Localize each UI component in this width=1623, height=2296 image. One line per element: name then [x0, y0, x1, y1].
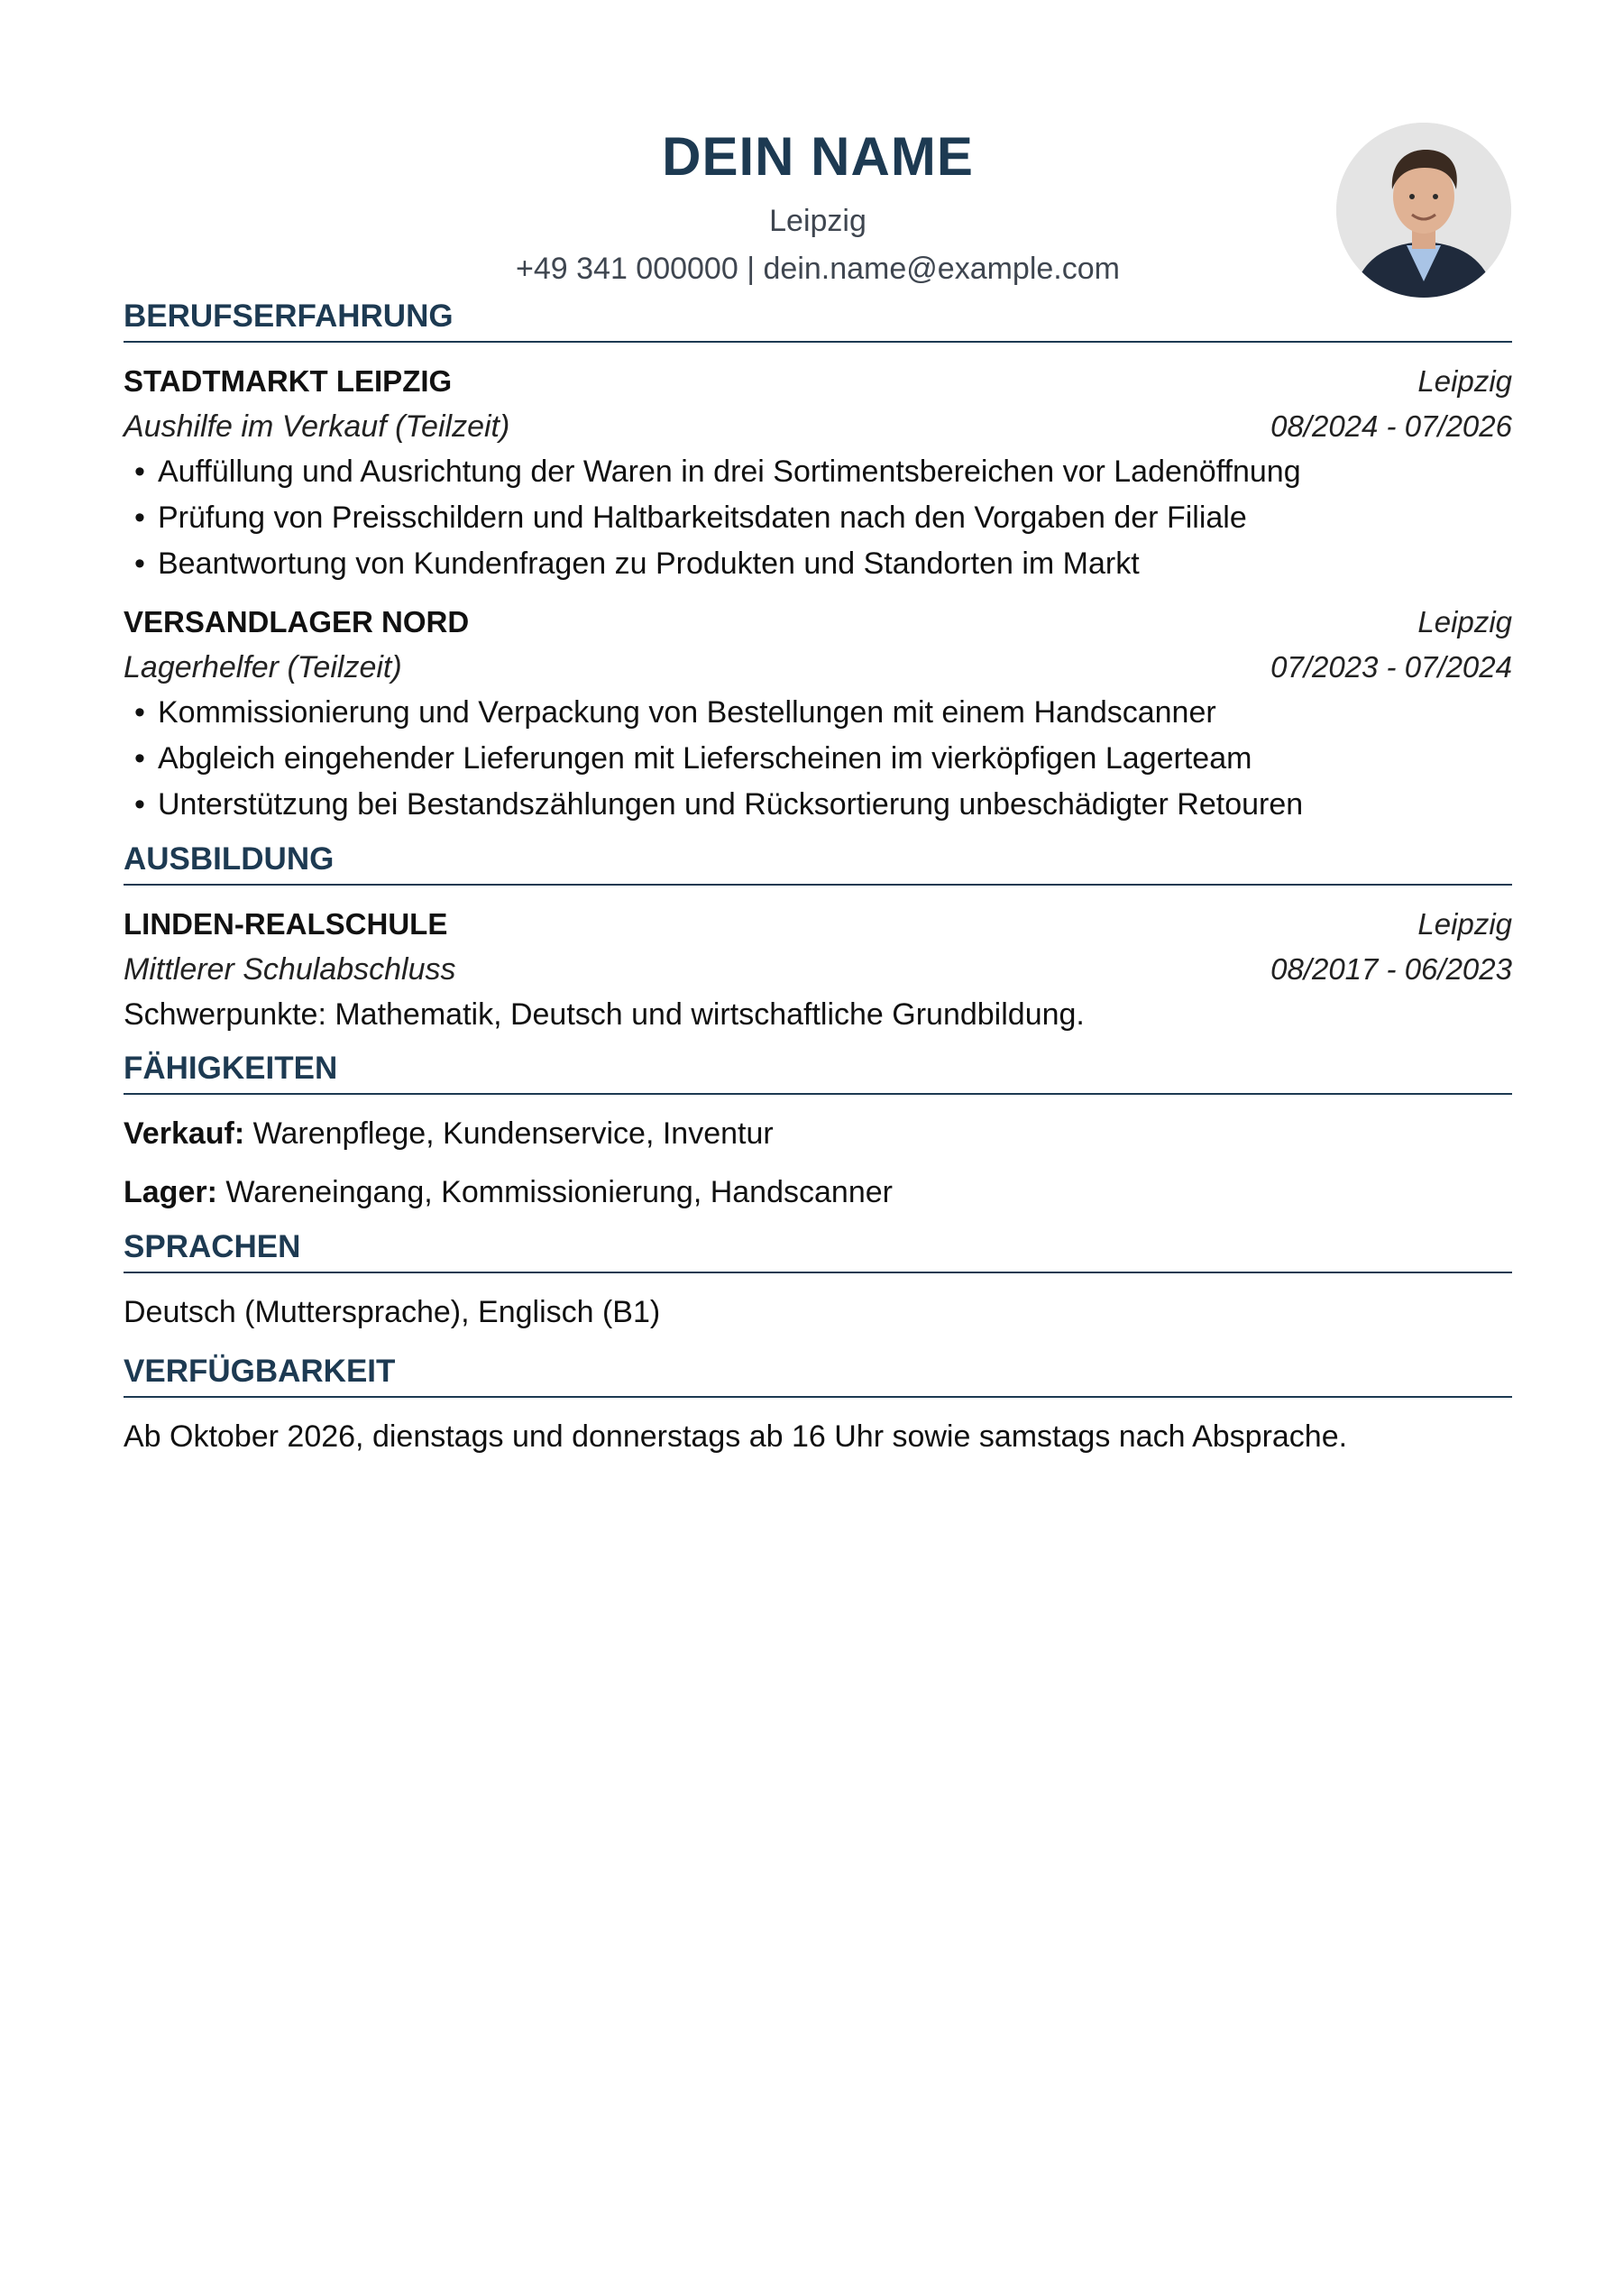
- duty-text: Kommissionierung und Verpackung von Bestellungen mit einem Handscanner: [158, 695, 1216, 730]
- duty-text: Abgleich eingehender Lieferungen mit Lieferscheinen im vierköpfigen Lagerteam: [158, 741, 1252, 776]
- duty-list: [124, 449, 1512, 587]
- list-item: [124, 690, 1512, 736]
- phone-number: +49 341 000000: [516, 252, 738, 286]
- candidate-name: DEIN NAME: [662, 126, 974, 187]
- list-item: [124, 736, 1512, 782]
- entry-location: Leipzig: [1417, 364, 1512, 398]
- list-item: [124, 495, 1512, 541]
- entry-header-row: [124, 600, 1512, 645]
- resume-page: [124, 0, 1512, 1459]
- entry-dates: 07/2023 - 07/2024: [1270, 650, 1512, 684]
- languages-text: Deutsch (Muttersprache), Englisch (B1): [124, 1295, 661, 1329]
- skill-value: Warenpflege, Kundenservice, Inventur: [252, 1116, 774, 1151]
- profile-photo: [1336, 123, 1511, 298]
- section-title-education: AUSBILDUNG: [124, 840, 1512, 886]
- section-title-skills: FÄHIGKEITEN: [124, 1050, 1512, 1095]
- entry-location: Leipzig: [1417, 907, 1512, 941]
- section-title-experience: BERUFSERFAHRUNG: [124, 298, 1512, 343]
- bullet-icon: •: [134, 546, 145, 581]
- contact-separator: |: [747, 252, 756, 286]
- experience-section: [124, 298, 1512, 828]
- resume-header: [124, 0, 1512, 298]
- skill-label: Verkauf:: [124, 1116, 245, 1151]
- list-item: [124, 449, 1512, 495]
- list-item: [124, 782, 1512, 828]
- skill-value: Wareneingang, Kommissionierung, Handscanner: [225, 1175, 893, 1209]
- entry-dates: 08/2017 - 06/2023: [1270, 952, 1512, 986]
- entry-header-row: [124, 359, 1512, 404]
- school-name: LINDEN-REALSCHULE: [124, 907, 448, 941]
- availability-text: Ab Oktober 2026, dienstags und donnerstags ab 16 Uhr sowie samstags nach Absprache.: [124, 1419, 1348, 1454]
- entry-header-row: [124, 902, 1512, 947]
- person-portrait-icon: [1336, 123, 1511, 298]
- list-item: [124, 541, 1512, 587]
- skills-section: [124, 1050, 1512, 1215]
- job-title: Lagerhelfer (Teilzeit): [124, 650, 402, 684]
- employer-name: STADTMARKT LEIPZIG: [124, 364, 453, 398]
- duty-text: Prüfung von Preisschildern und Haltbarkeitsdaten nach den Vorgaben der Filiale: [158, 501, 1247, 535]
- skill-label: Lager:: [124, 1175, 217, 1209]
- education-entry: [124, 902, 1512, 1037]
- entry-role-row: [124, 947, 1512, 992]
- languages-section: [124, 1228, 1512, 1335]
- experience-entry: [124, 359, 1512, 587]
- duty-text: Beantwortung von Kundenfragen zu Produkten und Standorten im Markt: [158, 546, 1140, 581]
- education-description: Schwerpunkte: Mathematik, Deutsch und wirtschaftliche Grundbildung.: [124, 997, 1085, 1032]
- duty-text: Unterstützung bei Bestandszählungen und Rücksortierung unbeschädigter Retouren: [158, 787, 1304, 822]
- skill-line: [124, 1111, 1512, 1156]
- bullet-icon: •: [134, 787, 145, 822]
- email-address: dein.name@example.com: [763, 252, 1120, 286]
- bullet-icon: •: [134, 455, 145, 489]
- bullet-icon: •: [134, 695, 145, 730]
- entry-role-row: [124, 404, 1512, 449]
- employer-name: VERSANDLAGER NORD: [124, 605, 470, 638]
- duty-list: [124, 690, 1512, 828]
- entry-dates: 08/2024 - 07/2026: [1270, 409, 1512, 443]
- candidate-city: Leipzig: [769, 204, 867, 238]
- availability-section: [124, 1353, 1512, 1459]
- section-title-languages: SPRACHEN: [124, 1228, 1512, 1273]
- experience-entry: [124, 600, 1512, 828]
- duty-text: Auffüllung und Ausrichtung der Waren in drei Sortimentsbereichen vor Ladenöffnung: [158, 455, 1301, 489]
- section-title-availability: VERFÜGBARKEIT: [124, 1353, 1512, 1398]
- job-title: Aushilfe im Verkauf (Teilzeit): [124, 409, 510, 444]
- contact-line: [124, 251, 1512, 287]
- bullet-icon: •: [134, 501, 145, 535]
- bullet-icon: •: [134, 741, 145, 776]
- entry-location: Leipzig: [1417, 605, 1512, 638]
- entry-role-row: [124, 645, 1512, 690]
- education-section: [124, 840, 1512, 1037]
- degree-title: Mittlerer Schulabschluss: [124, 952, 456, 987]
- skill-line: [124, 1170, 1512, 1215]
